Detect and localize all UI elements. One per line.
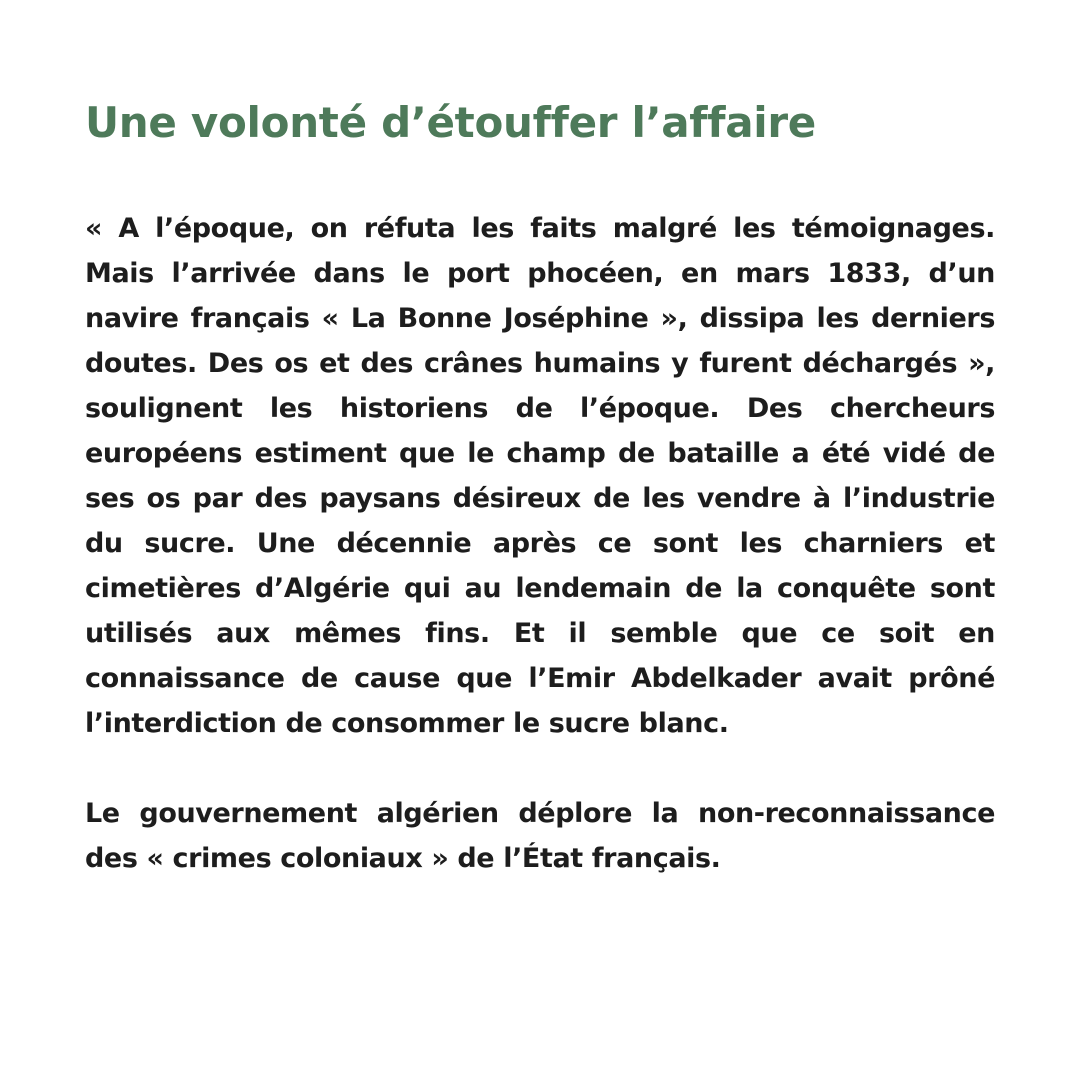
article-title: Une volonté d’étouffer l’affaire [85,98,816,147]
article-paragraph-1: « A l’époque, on réfuta les faits malgré les témoignages. Mais l’arrivée dans le port phocéen, en mars 1833, d’un navire français « La Bonne Joséphine », dissipa les derniers doutes. Des os et des crânes humains y furent déchargés », soulignent les historiens de l’époque. Des chercheurs européens estiment que le champ de bataille a été vidé de ses os par des paysans désireux de les vendre à l’industrie du sucre. Une décennie après ce sont les charniers et cimetières d’Algérie qui au lendemain de la conquête sont utilisés aux mêmes fins. Et il semble que ce soit en connaissance de cause que l’Emir Abdelkader avait prôné l’interdiction de consommer le sucre blanc. [85,213,995,739]
article [85,96,995,881]
article-paragraph-2: Le gouvernement algérien déplore la non-reconnaissance des « crimes coloniaux » de l’État français. [85,798,995,874]
